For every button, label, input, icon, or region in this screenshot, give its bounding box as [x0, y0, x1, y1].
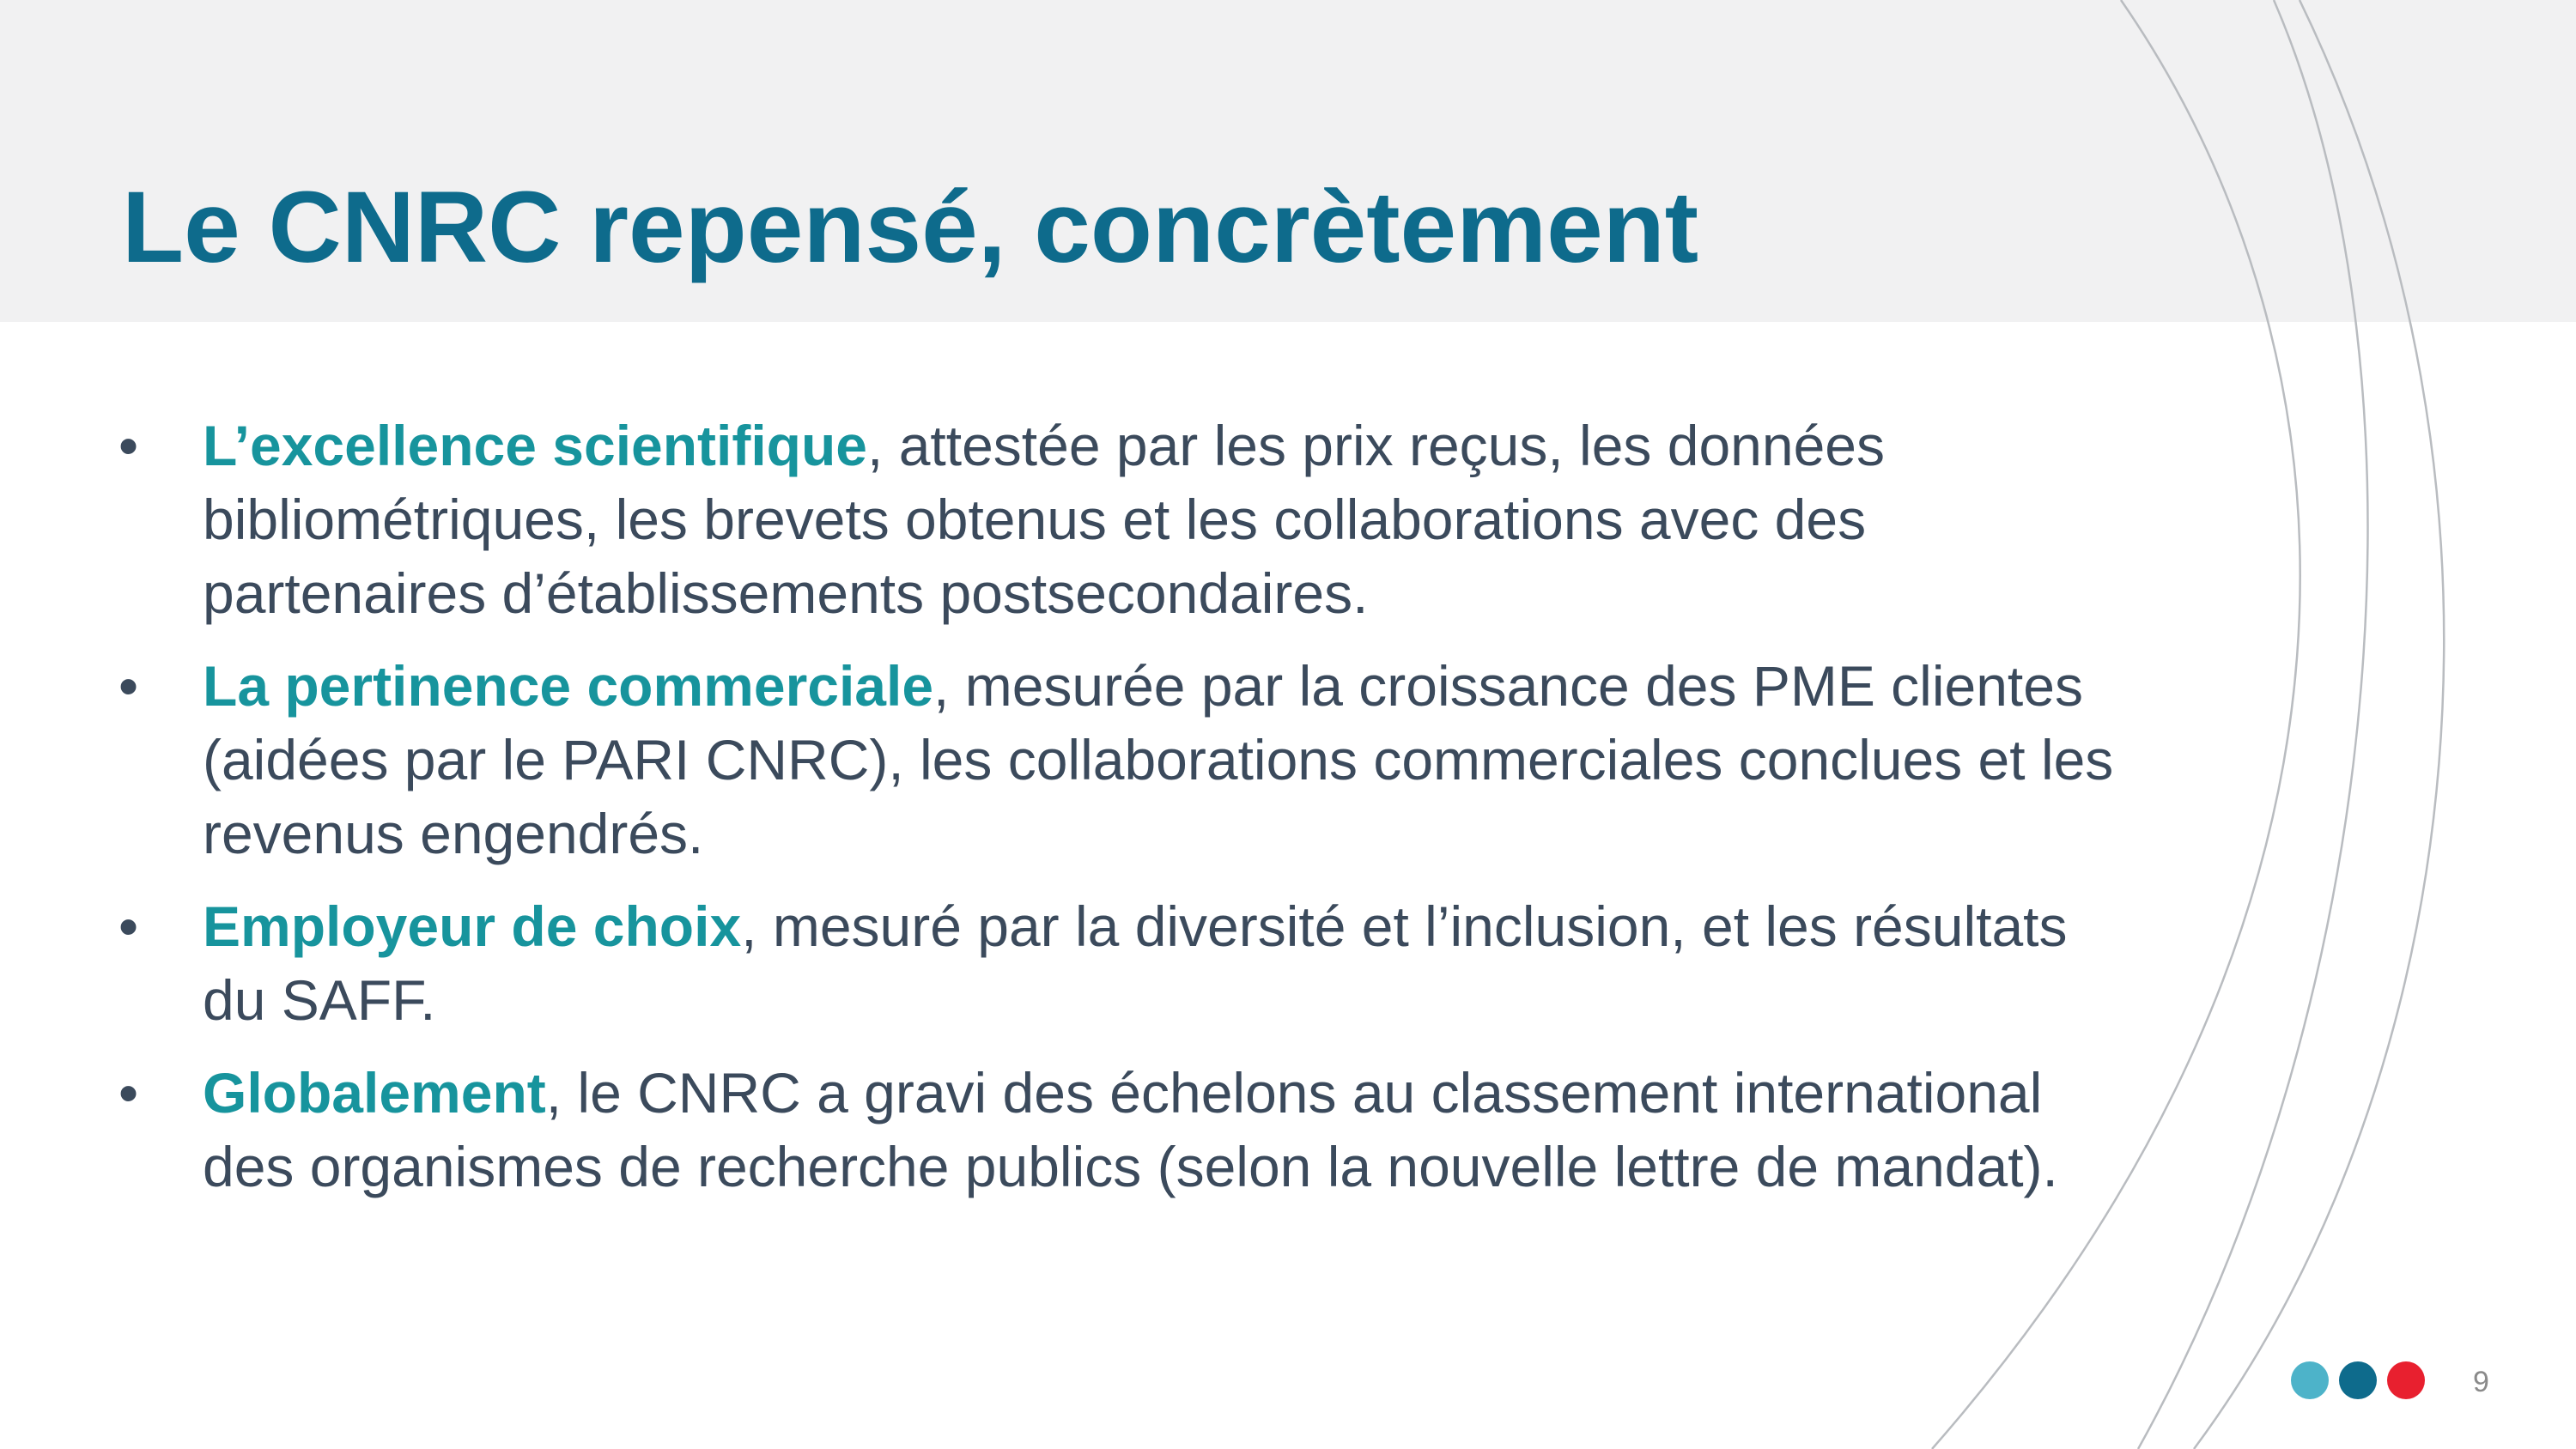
bullet-marker: • — [118, 1061, 139, 1125]
page-number: 9 — [2473, 1366, 2489, 1398]
bullet-item — [118, 649, 2128, 870]
bullet-text: , attestée par les prix reçus, les données bibliométriques, les brevets obtenus et les collaborations avec des partenaires d’établissements postsecondaires. — [203, 414, 1886, 625]
red-dot — [2387, 1361, 2425, 1399]
bullet-term: La pertinence commerciale — [203, 654, 934, 718]
bullet-item — [118, 889, 2128, 1037]
page-title: Le CNRC repensé, concrètement — [122, 171, 1699, 284]
bullet-text: , mesurée par la croissance des PME clientes (aidées par le PARI CNRC), les collaborations commerciales conclues et les revenus engendrés. — [203, 654, 2114, 865]
bullet-text: , mesuré par la diversité et l’inclusion, et les résultats du SAFF. — [203, 894, 2068, 1032]
brand-dots — [2291, 1361, 2425, 1399]
teal-dot — [2291, 1361, 2329, 1399]
bullet-marker: • — [118, 414, 139, 477]
bullet-text: , le CNRC a gravi des échelons au classement international des organismes de recherche publics (selon la nouvelle lettre de mandat). — [203, 1061, 2058, 1198]
bullet-item — [118, 409, 2128, 630]
bullet-item — [118, 1056, 2128, 1203]
bullet-marker: • — [118, 894, 139, 958]
bullet-list — [118, 409, 2128, 1222]
bullet-term: Globalement — [203, 1061, 546, 1125]
bullet-term: Employeur de choix — [203, 894, 742, 958]
bullet-marker: • — [118, 654, 139, 718]
blue-dot — [2339, 1361, 2377, 1399]
bullet-term: L’excellence scientifique — [203, 414, 868, 477]
